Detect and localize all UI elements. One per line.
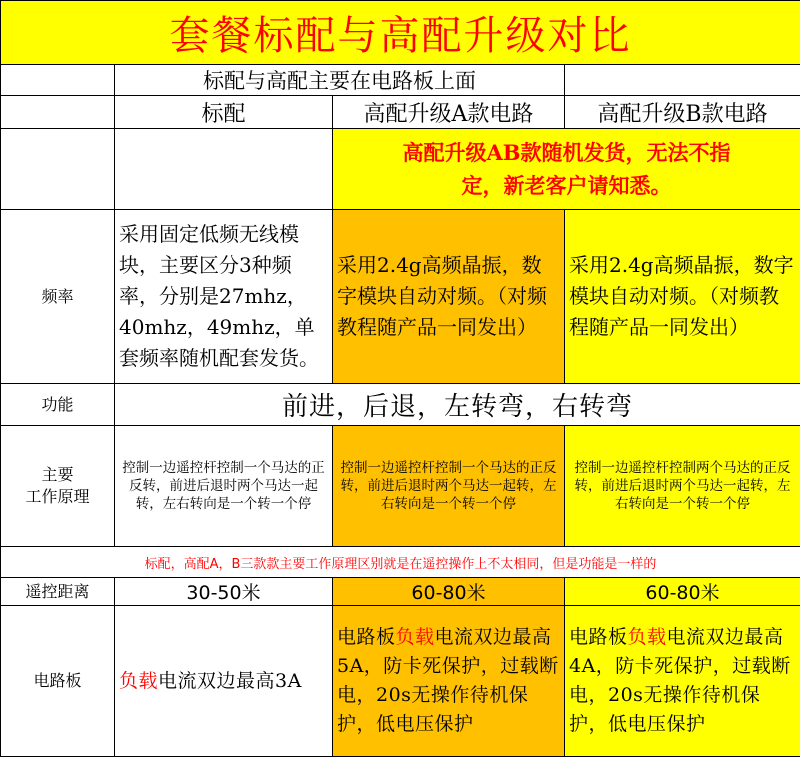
board-b-prefix: 电路板 (569, 626, 628, 648)
principle-standard: 控制一边遥控杆控制一个马达的正反转，前进后退时两个马达一起转，左右转向是一个转一个停 (115, 426, 333, 547)
row-label-board: 电路板 (1, 606, 115, 757)
subtitle: 标配与高配主要在电路板上面 (115, 65, 565, 96)
principle-b: 控制一边遥控杆控制两个马达的正反转，前进后退时两个马达一起转，左右转向是一个转一个停 (565, 426, 800, 547)
random-shipping-notice (333, 129, 800, 210)
principle-note: 标配，高配A，B三款款主要工作原理区别就是在遥控操作上不太相同，但是功能是一样的 (1, 547, 800, 578)
board-standard-text: 电流双边最高3A (158, 670, 302, 692)
row-label-function: 功能 (1, 384, 115, 426)
load-highlight: 负载 (396, 626, 435, 648)
frequency-a: 采用2.4g高频晶振，数字模块自动对频。（对频教程随产品一同发出） (333, 210, 565, 384)
row-label-distance: 遥控距离 (1, 578, 115, 606)
col-header-a: 高配升级A款电路 (333, 96, 565, 129)
board-a (333, 606, 565, 757)
notice-line-1: 高配升级AB款随机发货，无法不指 (333, 136, 800, 169)
empty-cell (115, 129, 333, 210)
empty-cell (1, 96, 115, 129)
frequency-b: 采用2.4g高频晶振，数字模块自动对频。（对频教程随产品一同发出） (565, 210, 800, 384)
frequency-standard: 采用固定低频无线模块，主要区分3种频率，分别是27mhz，40mhz，49mhz，单套频率随机配套发货。 (115, 210, 333, 384)
row-label-frequency: 频率 (1, 210, 115, 384)
principle-label-line-1: 主要 (1, 464, 114, 486)
empty-cell (1, 65, 115, 96)
notice-line-2: 定，新老客户请知悉。 (333, 169, 800, 202)
board-b (565, 606, 800, 757)
load-highlight: 负载 (119, 670, 158, 692)
board-a-prefix: 电路板 (337, 626, 396, 648)
function-value: 前进，后退，左转弯，右转弯 (115, 384, 800, 426)
empty-cell (1, 129, 115, 210)
board-a-text: 电流双边最高5A，防卡死保护，过载断电，20s无操作待机保护，低电压保护 (337, 626, 559, 735)
col-header-standard: 标配 (115, 96, 333, 129)
distance-a: 60-80米 (333, 578, 565, 606)
col-header-b: 高配升级B款电路 (565, 96, 800, 129)
principle-label-line-2: 工作原理 (1, 486, 114, 508)
row-label-principle (1, 426, 115, 547)
board-b-text: 电流双边最高4A，防卡死保护，过载断电，20s无操作待机保护，低电压保护 (569, 626, 791, 735)
board-standard (115, 606, 333, 757)
page-title: 套餐标配与高配升级对比 (1, 1, 800, 65)
principle-a: 控制一边遥控杆控制一个马达的正反转，前进后退时两个马达一起转，左右转向是一个转一个停 (333, 426, 565, 547)
load-highlight: 负载 (628, 626, 667, 648)
distance-b: 60-80米 (565, 578, 800, 606)
distance-standard: 30-50米 (115, 578, 333, 606)
empty-cell (565, 65, 800, 96)
